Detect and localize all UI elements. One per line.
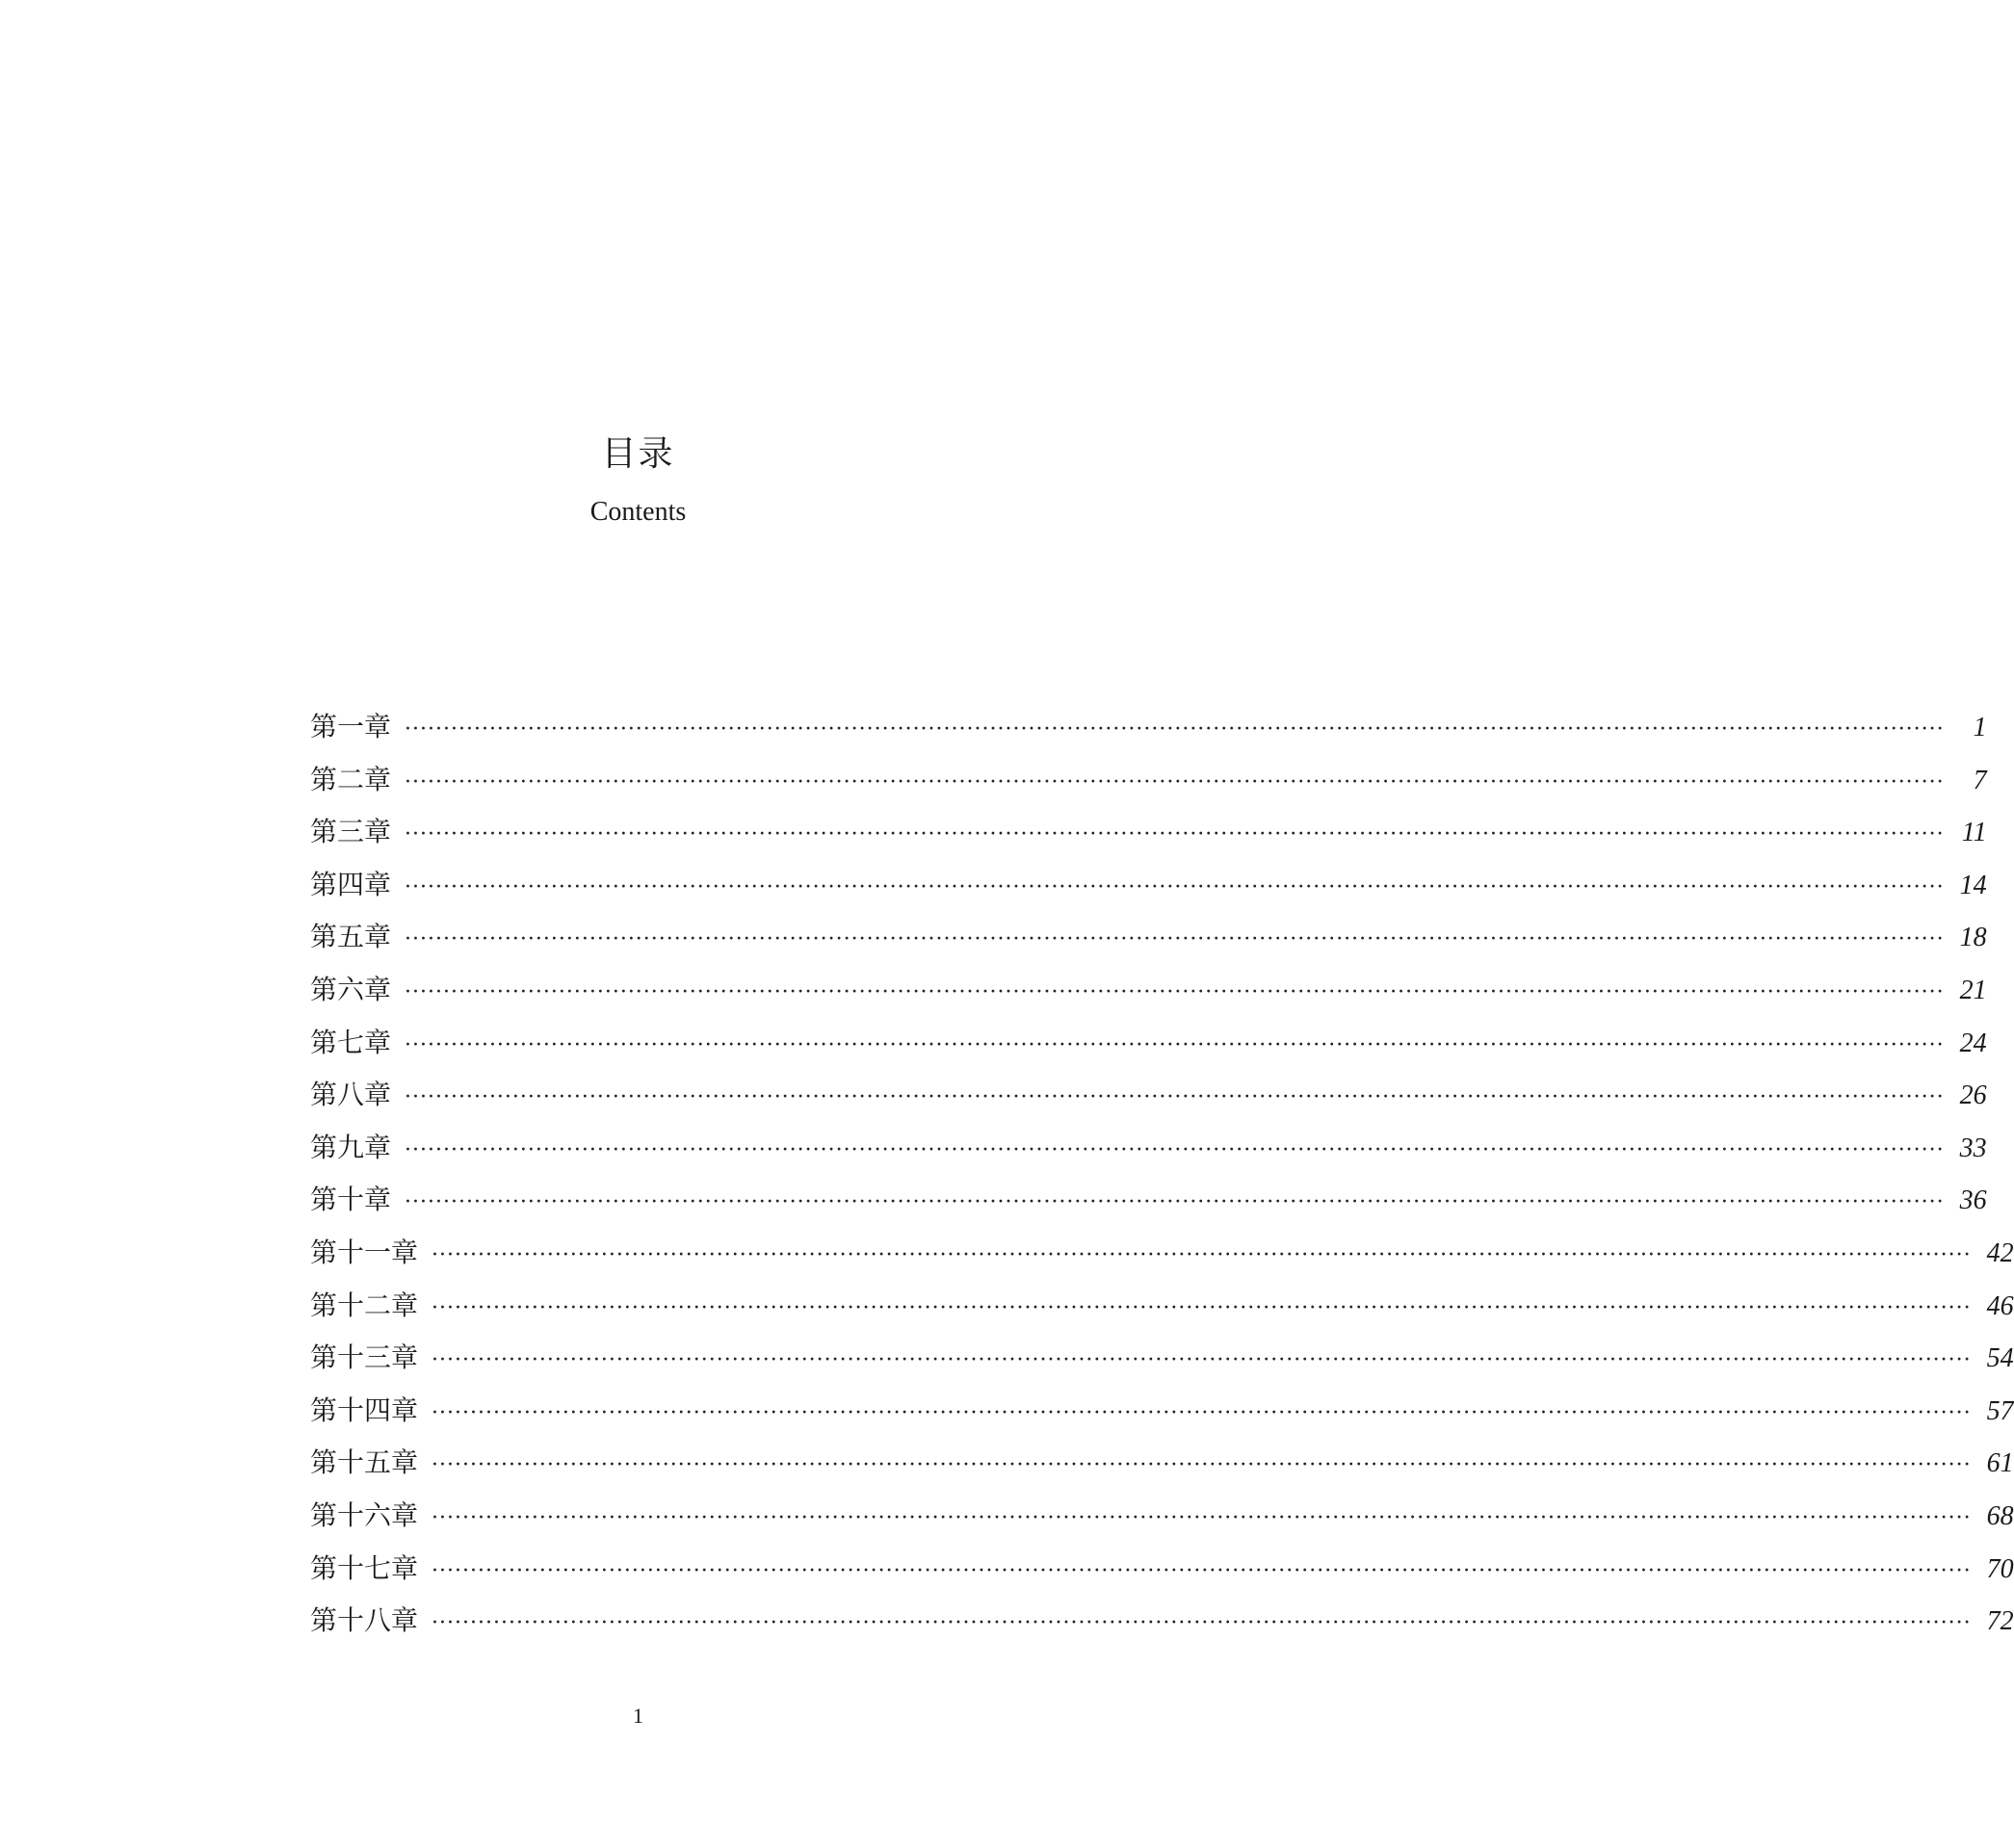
toc-dot-leader: ········································································································································································································ bbox=[432, 1558, 1972, 1583]
toc-dot-leader: ········································································································································································································ bbox=[405, 1032, 1945, 1057]
toc-chapter-label: 第三章 bbox=[310, 816, 392, 848]
toc-chapter-label: 第九章 bbox=[310, 1131, 392, 1163]
toc-dot-leader: ········································································································································································································ bbox=[405, 822, 1945, 847]
toc-page-number: 54 bbox=[1986, 1343, 2014, 1374]
toc-dot-leader: ········································································································································································································ bbox=[405, 979, 1945, 1004]
toc-dot-leader: ········································································································································································································ bbox=[405, 1137, 1945, 1162]
toc-entry[interactable] bbox=[310, 971, 1987, 1024]
toc-entry[interactable] bbox=[310, 761, 1987, 814]
toc-entry[interactable] bbox=[310, 1234, 2014, 1287]
toc-entry[interactable] bbox=[310, 708, 1987, 761]
toc-chapter-label: 第十四章 bbox=[310, 1393, 419, 1426]
toc-page-number: 7 bbox=[1973, 765, 1987, 795]
toc-dot-leader: ········································································································································································································ bbox=[432, 1453, 1972, 1478]
toc-entry[interactable] bbox=[310, 866, 1987, 919]
page-subtitle: Contents bbox=[589, 497, 687, 527]
toc-page-number: 26 bbox=[1959, 1080, 1987, 1111]
toc-chapter-label: 第十章 bbox=[310, 1184, 392, 1216]
toc-chapter-label: 第五章 bbox=[310, 921, 392, 953]
toc-entry[interactable] bbox=[310, 813, 1987, 866]
toc-entry[interactable] bbox=[310, 1287, 2014, 1340]
toc-dot-leader: ········································································································································································································ bbox=[432, 1505, 1972, 1530]
toc-chapter-label: 第十二章 bbox=[310, 1288, 419, 1321]
toc-dot-leader: ········································································································································································································ bbox=[405, 717, 1945, 742]
toc-page-number: 14 bbox=[1959, 870, 1987, 900]
page-number: 1 bbox=[633, 1704, 643, 1728]
toc-chapter-label: 第八章 bbox=[310, 1079, 392, 1111]
toc-page-number: 11 bbox=[1961, 818, 1987, 848]
toc-dot-leader: ········································································································································································································ bbox=[405, 874, 1945, 899]
toc-page-number: 24 bbox=[1959, 1028, 1987, 1058]
toc-dot-leader: ········································································································································································································ bbox=[432, 1611, 1972, 1636]
toc-entry[interactable] bbox=[310, 918, 1987, 971]
toc-entry[interactable] bbox=[310, 1444, 2014, 1497]
toc-chapter-label: 第六章 bbox=[310, 973, 392, 1005]
toc-chapter-label: 第十五章 bbox=[310, 1446, 419, 1479]
toc-dot-leader: ········································································································································································································ bbox=[405, 1190, 1945, 1215]
toc-chapter-label: 第一章 bbox=[310, 711, 392, 742]
toc-page-number: 18 bbox=[1959, 923, 1987, 953]
toc-page-number: 21 bbox=[1959, 975, 1987, 1005]
toc-entry[interactable] bbox=[310, 1181, 1987, 1234]
toc-dot-leader: ········································································································································································································ bbox=[405, 769, 1945, 794]
toc-page-number: 42 bbox=[1986, 1237, 2014, 1268]
toc-page-number: 33 bbox=[1959, 1132, 1987, 1163]
toc-page-number: 1 bbox=[1973, 713, 1987, 742]
toc-chapter-label: 第四章 bbox=[310, 868, 392, 900]
toc-entry[interactable] bbox=[310, 1497, 2014, 1549]
toc-chapter-label: 第十三章 bbox=[310, 1341, 419, 1374]
toc-dot-leader: ········································································································································································································ bbox=[432, 1242, 1972, 1267]
toc-page-number: 57 bbox=[1986, 1395, 2014, 1426]
toc-chapter-label: 第七章 bbox=[310, 1026, 392, 1058]
toc-entry[interactable] bbox=[310, 1024, 1987, 1077]
page-title: 目录 bbox=[601, 434, 675, 474]
toc-chapter-label: 第十七章 bbox=[310, 1551, 419, 1584]
toc-chapter-label: 第十八章 bbox=[310, 1604, 419, 1637]
toc-page-number: 36 bbox=[1959, 1185, 1987, 1216]
toc-entry[interactable] bbox=[310, 1601, 2014, 1654]
toc-entry[interactable] bbox=[310, 1549, 2014, 1602]
table-of-contents bbox=[310, 708, 2014, 1654]
toc-entry[interactable] bbox=[310, 1392, 2014, 1445]
toc-dot-leader: ········································································································································································································ bbox=[405, 927, 1945, 952]
toc-page-number: 70 bbox=[1986, 1553, 2014, 1584]
toc-entry[interactable] bbox=[310, 1339, 2014, 1392]
toc-chapter-label: 第十一章 bbox=[310, 1236, 419, 1268]
toc-page-number: 46 bbox=[1986, 1290, 2014, 1321]
toc-dot-leader: ········································································································································································································ bbox=[432, 1400, 1972, 1425]
toc-page-number: 68 bbox=[1986, 1500, 2014, 1531]
toc-dot-leader: ········································································································································································································ bbox=[432, 1295, 1972, 1320]
toc-chapter-label: 第二章 bbox=[310, 763, 392, 795]
toc-dot-leader: ········································································································································································································ bbox=[405, 1085, 1945, 1110]
toc-entry[interactable] bbox=[310, 1076, 1987, 1129]
toc-chapter-label: 第十六章 bbox=[310, 1498, 419, 1531]
toc-entry[interactable] bbox=[310, 1129, 1987, 1182]
toc-dot-leader: ········································································································································································································ bbox=[432, 1348, 1972, 1373]
toc-page-number: 72 bbox=[1986, 1606, 2014, 1637]
toc-page-number: 61 bbox=[1986, 1448, 2014, 1479]
